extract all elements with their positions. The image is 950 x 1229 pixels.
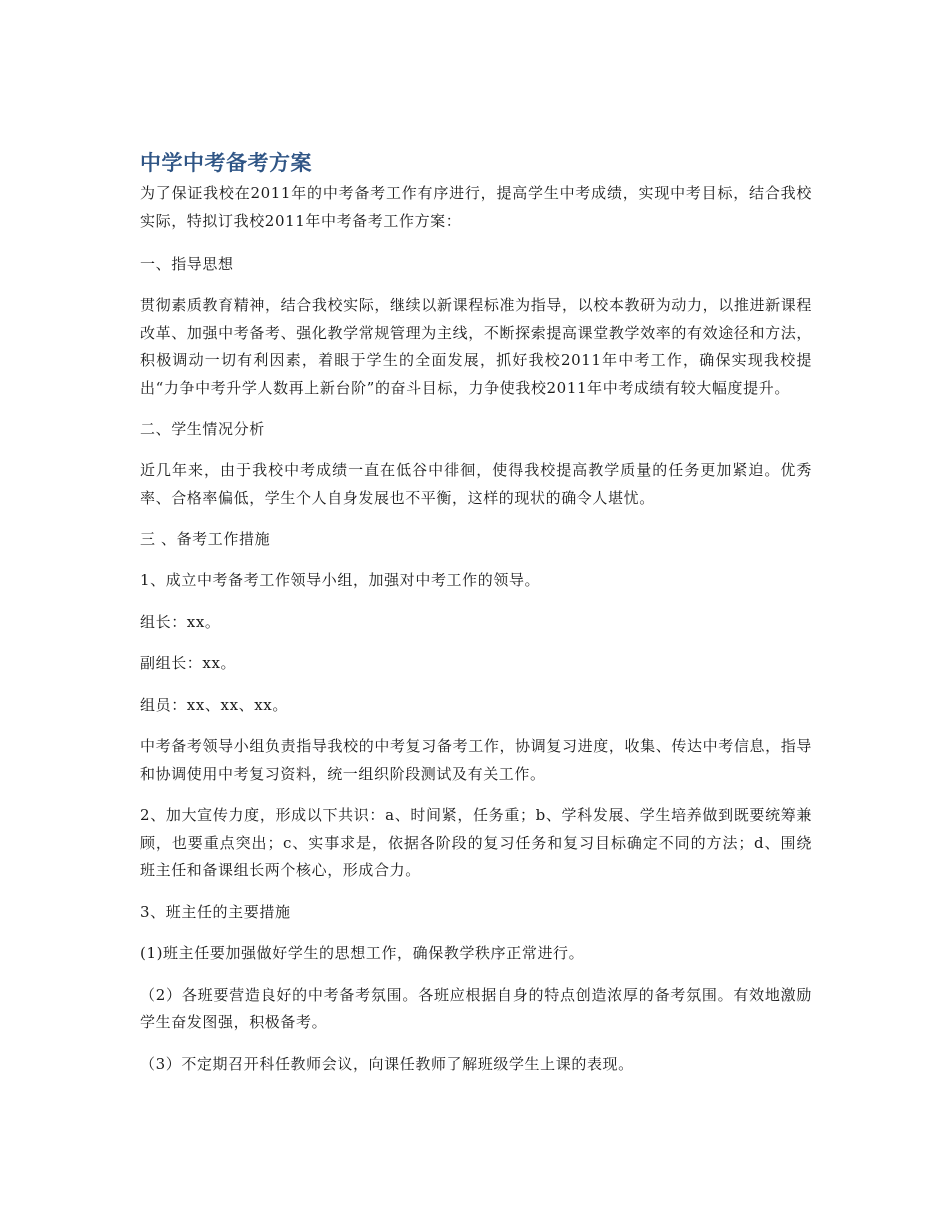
section-heading-measures: 三 、备考工作措施 bbox=[140, 530, 271, 548]
leader-line: 组长：xx。 bbox=[140, 612, 221, 631]
measure-item-3: 3、班主任的主要措施 bbox=[140, 902, 291, 921]
measure-item-1: 1、成立中考备考工作领导小组，加强对中考工作的领导。 bbox=[140, 571, 541, 589]
sub-item-1: (1)班主任要加强做好学生的思想工作，确保教学秩序正常进行。 bbox=[140, 944, 585, 962]
sub-item-2: （2）各班要营造良好的中考备考氛围。各班应根据自身的特点创造浓厚的备考氛围。有效地激励学生奋发图强，积极备考。 bbox=[140, 985, 812, 1031]
deputy-leader-line: 副组长：xx。 bbox=[140, 654, 237, 672]
document-title: 中学中考备考方案 bbox=[140, 151, 312, 175]
sub-item-3: （3）不定期召开科任教师会议，向课任教师了解班级学生上课的表现。 bbox=[140, 1054, 634, 1073]
document-page bbox=[140, 148, 812, 1092]
section-heading-student-analysis: 二、学生情况分析 bbox=[140, 420, 265, 438]
members-line: 组员：xx、xx、xx。 bbox=[140, 695, 288, 714]
paragraph-group-duties: 中考备考领导小组负责指导我校的中考复习备考工作，协调复习进度，收集、传达中考信息，指导和协调使用中考复习资料，统一组织阶段测试及有关工作。 bbox=[140, 737, 812, 783]
section-heading-guiding-ideology: 一、指导思想 bbox=[140, 255, 234, 273]
intro-paragraph: 为了保证我校在2011年的中考备考工作有序进行，提高学生中考成绩，实现中考目标，结合我校实际，特拟订我校2011年中考备考工作方案： bbox=[140, 184, 812, 230]
paragraph-guiding-ideology: 贯彻素质教育精神，结合我校实际，继续以新课程标准为指导，以校本教研为动力，以推进新课程改革、加强中考备考、强化教学常规管理为主线，不断探索提高课堂教学效率的有效途径和方法，积极调动一切有利因素，着眼于学生的全面发展，抓好我校2011年中考工作，确保实现我校提出“力争中考升学人数再上新台阶”的奋斗目标，力争使我校2011年中考成绩有较大幅度提升。 bbox=[140, 296, 812, 397]
measure-item-2: 2、加大宣传力度，形成以下共识：a、时间紧，任务重；b、学科发展、学生培养做到既要统筹兼顾，也要重点突出；c、实事求是，依据各阶段的复习任务和复习目标确定不同的方法；d、围绕班主任和备课组长两个核心，形成合力。 bbox=[140, 806, 812, 879]
paragraph-student-analysis: 近几年来，由于我校中考成绩一直在低谷中徘徊，使得我校提高教学质量的任务更加紧迫。优秀率、合格率偏低，学生个人自身发展也不平衡，这样的现状的确令人堪忧。 bbox=[140, 461, 812, 507]
